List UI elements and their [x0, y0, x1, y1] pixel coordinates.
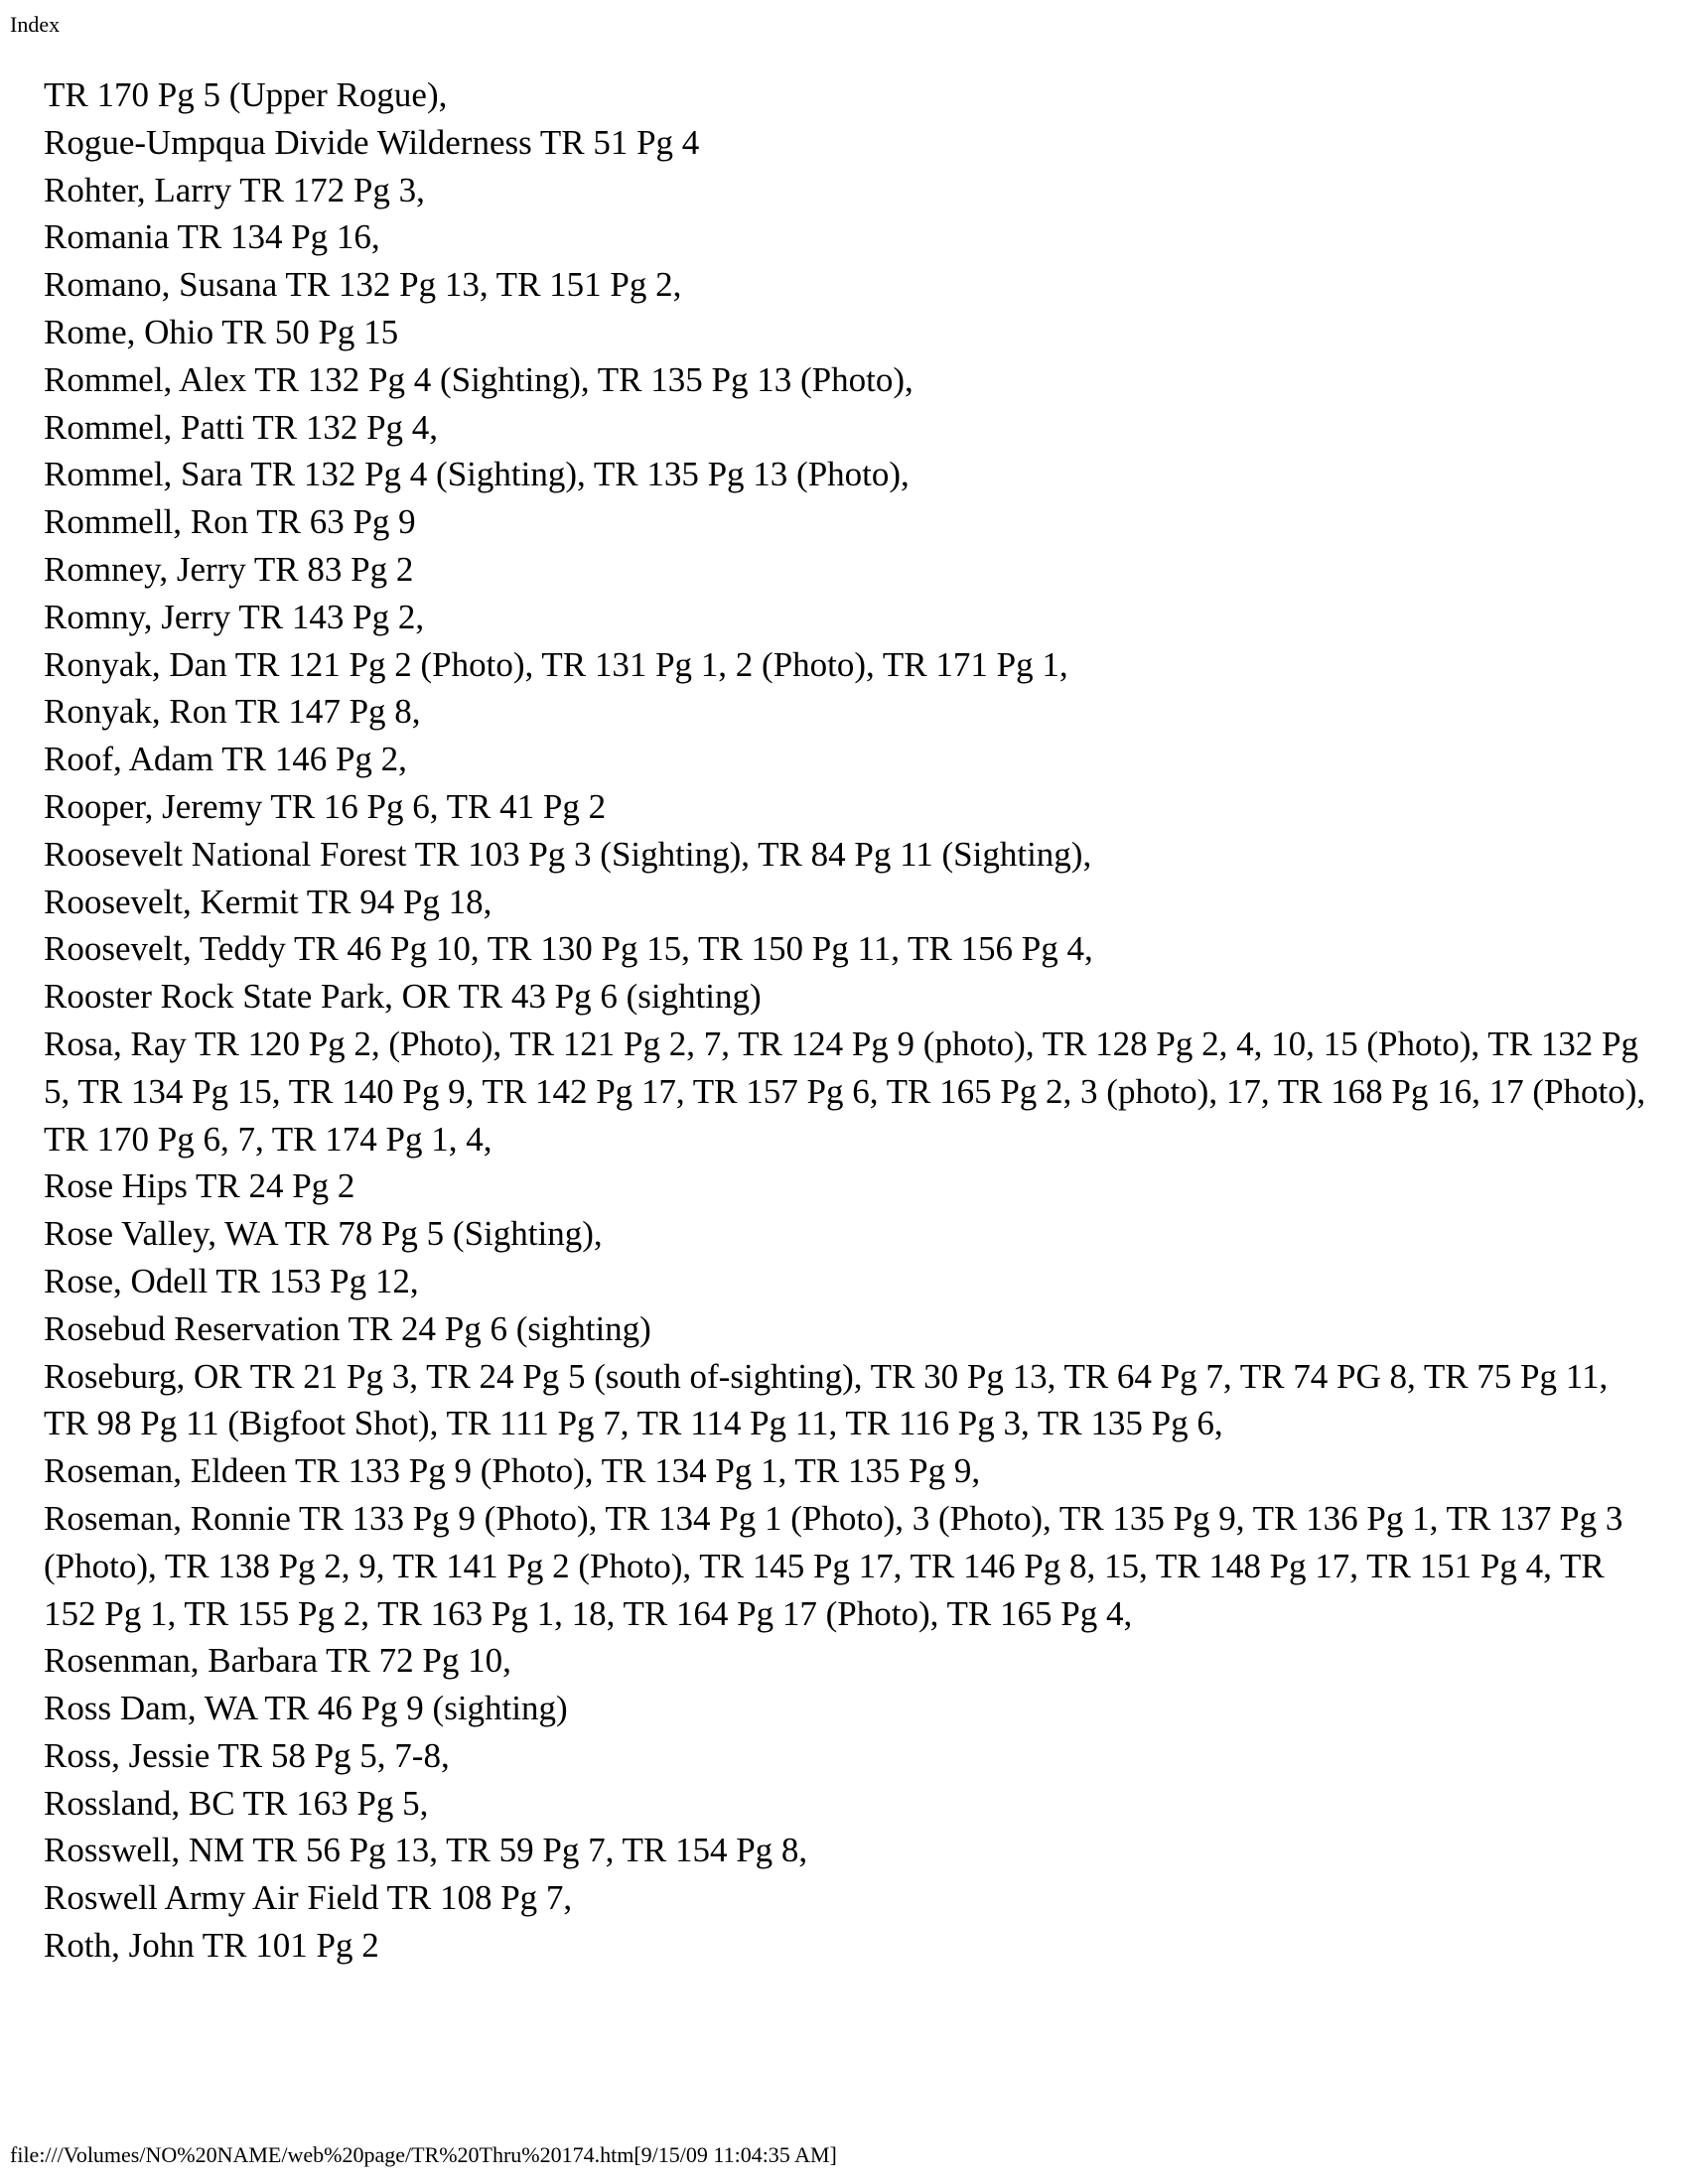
index-entry: Rommel, Patti TR 132 Pg 4, — [44, 407, 439, 447]
index-entry: Rome, Ohio TR 50 Pg 15 — [44, 312, 399, 351]
index-entry: Romano, Susana TR 132 Pg 13, TR 151 Pg 2, — [44, 265, 682, 305]
index-entry: Roseman, Ronnie TR 133 Pg 9 (Photo), TR 134 Pg 1 (Photo), 3 (Photo), TR 135 Pg 9, TR 136 Pg 1, TR 137 Pg 3 (Photo), TR 138 Pg 2, 9, TR 141 Pg 2 (Photo), TR 145 Pg 17, TR 146 Pg 8, 15, TR 148 Pg 17, TR 151 Pg 4, TR 152 Pg 1, TR 155 Pg 2, TR 163 Pg 1, 18, TR 164 Pg 17 (Photo), TR 165 Pg 4, — [44, 1498, 1623, 1633]
index-entry: Roosevelt, Kermit TR 94 Pg 18, — [44, 882, 492, 921]
index-entry: Roseman, Eldeen TR 133 Pg 9 (Photo), TR 134 Pg 1, TR 135 Pg 9, — [44, 1451, 981, 1491]
index-entry: Rosswell, NM TR 56 Pg 13, TR 59 Pg 7, TR 154 Pg 8, — [44, 1831, 808, 1870]
index-entry: Rooster Rock State Park, OR TR 43 Pg 6 (sighting) — [44, 977, 762, 1017]
index-entry: Romania TR 134 Pg 16, — [44, 217, 380, 257]
index-entry: Roseburg, OR TR 21 Pg 3, TR 24 Pg 5 (south of-sighting), TR 30 Pg 13, TR 64 Pg 7, TR 74 PG 8, TR 75 Pg 11, TR 98 Pg 11 (Bigfoot Shot), TR 111 Pg 7, TR 114 Pg 11, TR 116 Pg 3, TR 135 Pg 6, — [44, 1356, 1609, 1443]
index-entry: Rooper, Jeremy TR 16 Pg 6, TR 41 Pg 2 — [44, 786, 607, 826]
index-entry: Ross, Jessie TR 58 Pg 5, 7-8, — [44, 1735, 450, 1775]
index-list — [44, 71, 1647, 1970]
index-entry: Rogue-Umpqua Divide Wilderness TR 51 Pg 4 — [44, 122, 700, 162]
index-entry: Ronyak, Dan TR 121 Pg 2 (Photo), TR 131 Pg 1, 2 (Photo), TR 171 Pg 1, — [44, 644, 1068, 684]
index-entry: Rosenman, Barbara TR 72 Pg 10, — [44, 1641, 511, 1681]
index-entry: Romny, Jerry TR 143 Pg 2, — [44, 597, 425, 636]
index-entry: Rossland, BC TR 163 Pg 5, — [44, 1783, 429, 1823]
index-entry: Roth, John TR 101 Pg 2 — [44, 1926, 379, 1966]
index-entry: Rommel, Alex TR 132 Pg 4 (Sighting), TR 135 Pg 13 (Photo), — [44, 359, 914, 399]
index-entry: Rosa, Ray TR 120 Pg 2, (Photo), TR 121 Pg 2, 7, TR 124 Pg 9 (photo), TR 128 Pg 2, 4, 10, 15 (Photo), TR 132 Pg 5, TR 134 Pg 15, TR 140 Pg 9, TR 142 Pg 17, TR 157 Pg 6, TR 165 Pg 2, 3 (photo), 17, TR 168 Pg 16, 17 (Photo), TR 170 Pg 6, 7, TR 174 Pg 1, 4, — [44, 1024, 1646, 1159]
index-entry: TR 170 Pg 5 (Upper Rogue), — [44, 75, 448, 114]
index-entry: Rose, Odell TR 153 Pg 12, — [44, 1261, 419, 1300]
index-entry: Roosevelt, Teddy TR 46 Pg 10, TR 130 Pg 15, TR 150 Pg 11, TR 156 Pg 4, — [44, 929, 1093, 969]
page-title: Index — [10, 12, 61, 37]
index-entry: Ross Dam, WA TR 46 Pg 9 (sighting) — [44, 1689, 568, 1728]
index-entry: Roosevelt National Forest TR 103 Pg 3 (Sighting), TR 84 Pg 11 (Sighting), — [44, 834, 1092, 874]
index-entry: Roof, Adam TR 146 Pg 2, — [44, 740, 407, 779]
file-path-footer: file:///Volumes/NO%20NAME/web%20page/TR%20Thru%20174.htm[9/15/09 11:04:35 AM] — [10, 2142, 837, 2167]
index-entry: Roswell Army Air Field TR 108 Pg 7, — [44, 1878, 573, 1918]
index-entry: Romney, Jerry TR 83 Pg 2 — [44, 549, 414, 589]
index-entry: Rommel, Sara TR 132 Pg 4 (Sighting), TR 135 Pg 13 (Photo), — [44, 455, 910, 494]
index-entry: Rose Hips TR 24 Pg 2 — [44, 1166, 355, 1206]
index-entry: Ronyak, Ron TR 147 Pg 8, — [44, 692, 421, 732]
index-entry: Rommell, Ron TR 63 Pg 9 — [44, 502, 416, 542]
index-entry: Rosebud Reservation TR 24 Pg 6 (sighting) — [44, 1308, 651, 1348]
index-entry: Rose Valley, WA TR 78 Pg 5 (Sighting), — [44, 1214, 603, 1254]
index-entry: Rohter, Larry TR 172 Pg 3, — [44, 170, 425, 209]
